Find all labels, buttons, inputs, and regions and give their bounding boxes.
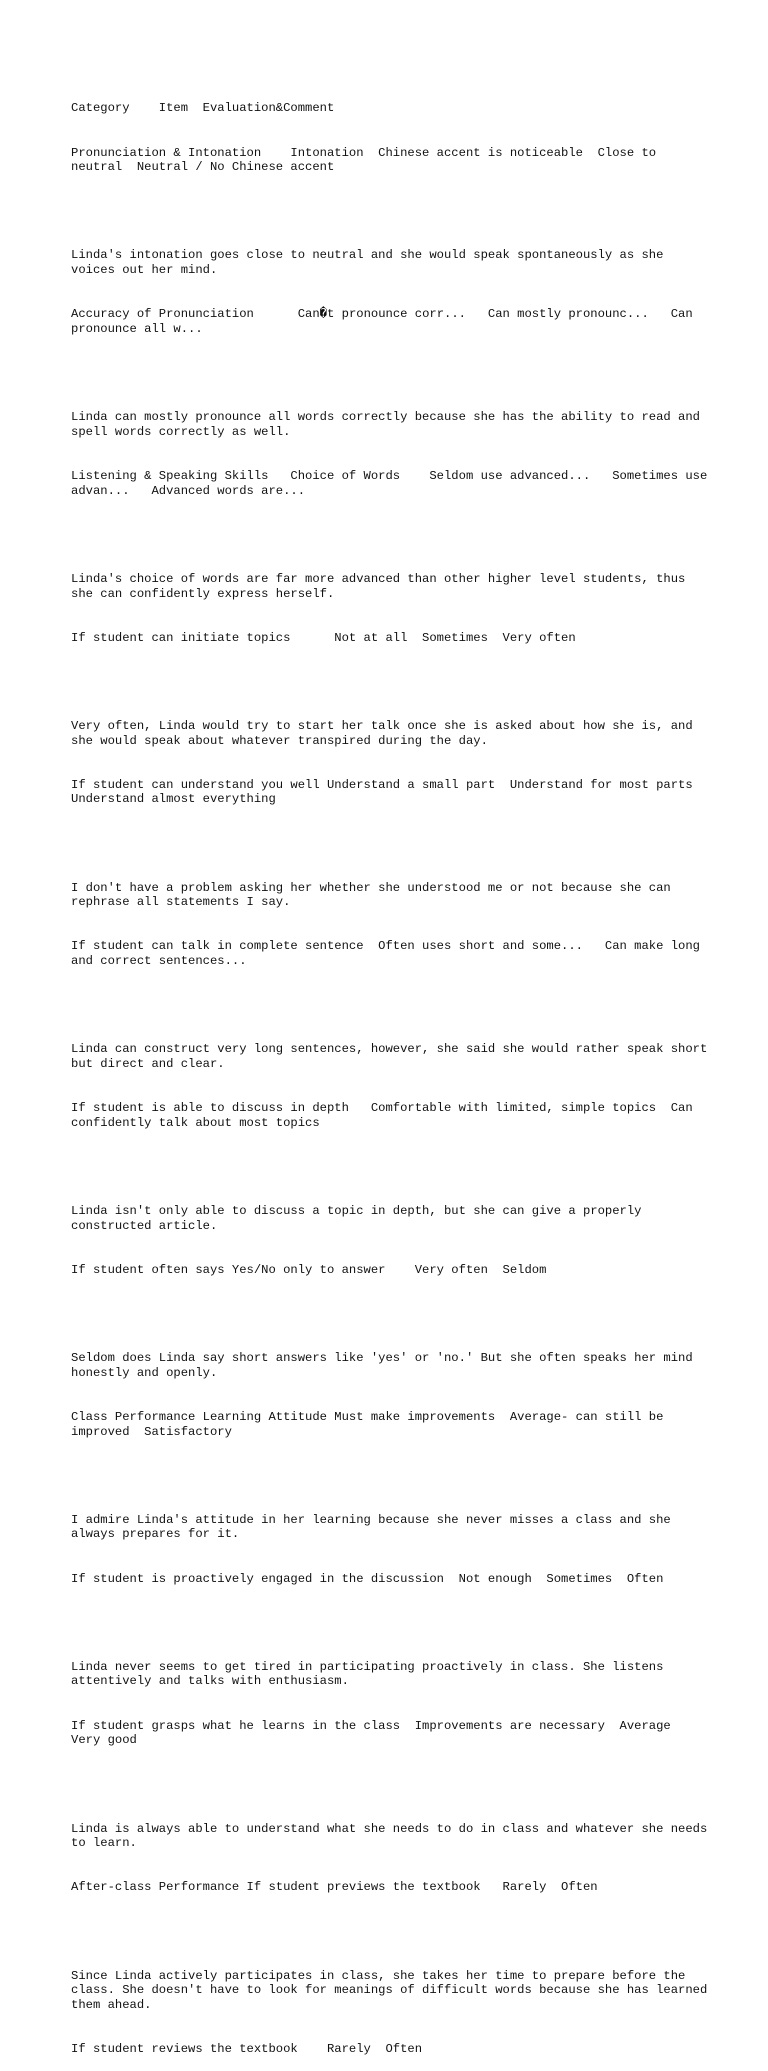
understand-row: If student can understand you well Understand a small part Understand for most parts Understand almost everything [71,777,708,807]
blank-line [71,1307,711,1322]
blank-line [71,837,711,852]
understand-comment: I don't have a problem asking her whether she understood me or not because she can rephrase all statements I say. [71,880,679,910]
blank-line [71,675,711,690]
blank-line [71,998,711,1013]
engaged-discussion-row: If student is proactively engaged in the discussion Not enough Sometimes Often [71,1571,664,1586]
complete-sentence-comment: Linda can construct very long sentences, however, she said she would rather speak short but direct and clear. [71,1042,715,1072]
blank-line [71,366,711,381]
blank-line [71,1160,711,1175]
complete-sentence-row: If student can talk in complete sentence Often uses short and some... Can make long and correct sentences... [71,939,708,969]
choice-of-words-comment: Linda's choice of words are far more advanced than other higher level students, thus she can confidently express herself. [71,571,693,601]
initiate-topics-row: If student can initiate topics Not at all Sometimes Very often [71,630,576,645]
blank-line [71,1777,711,1792]
blank-line [71,528,711,543]
accuracy-comment: Linda can mostly pronounce all words correctly because she has the ability to read and spell words correctly as well. [71,410,708,439]
engaged-discussion-comment: Linda never seems to get tired in participating proactively in class. She listens attentively and talks with enthusiasm. [71,1659,671,1689]
previews-textbook-row: After-class Performance If student previews the textbook Rarely Often [71,1880,598,1895]
initiate-topics-comment: Very often, Linda would try to start her talk once she is asked about how she is, and she would speak about whatever transpired during the day. [71,718,700,748]
learning-attitude-row: Class Performance Learning Attitude Must make improvements Average- can still be improved Satisfactory [71,1409,671,1439]
yes-no-comment: Seldom does Linda say short answers like 'yes' or 'no.' But she often speaks her mind honestly and openly. [71,1351,700,1380]
table-header-line: Category Item Evaluation&Comment [71,101,335,116]
discuss-depth-row: If student is able to discuss in depth Comfortable with limited, simple topics Can confidently talk about most topics [71,1101,700,1130]
reviews-textbook-row: If student reviews the textbook Rarely Often [71,2042,423,2057]
accuracy-row: Accuracy of Pronunciation Can�t pronounce corr... Can mostly pronounc... Can pronounce all w... [71,307,701,336]
learning-attitude-comment: I admire Linda's attitude in her learning because she never misses a class and she always prepares for it. [71,1512,679,1542]
blank-line [71,1924,711,1939]
pronunciation-intonation-row: Pronunciation & Intonation Intonation Chinese accent is noticeable Close to neutral Neutral / No Chinese accent [71,145,664,175]
discuss-depth-comment: Linda isn't only able to discuss a topic in depth, but she can give a properly constructed article. [71,1204,649,1233]
blank-line [71,1469,711,1484]
blank-line [71,1616,711,1631]
grasps-learning-row: If student grasps what he learns in the class Improvements are necessary Average Very good [71,1718,686,1748]
intonation-comment: Linda's intonation goes close to neutral and she would speak spontaneously as she voices out her mind. [71,248,671,278]
yes-no-row: If student often says Yes/No only to answer Very often Seldom [71,1262,547,1277]
choice-of-words-row: Listening & Speaking Skills Choice of Words Seldom use advanced... Sometimes use advan... Advanced words are... [71,468,715,498]
previews-textbook-comment: Since Linda actively participates in class, she takes her time to prepare before the class. She doesn't have to look for meanings of difficult words because she has learned them ahead. [71,1968,715,2012]
evaluation-document [71,72,715,2071]
blank-line [71,204,711,219]
grasps-learning-comment: Linda is always able to understand what she needs to do in class and whatever she needs to learn. [71,1821,715,1851]
